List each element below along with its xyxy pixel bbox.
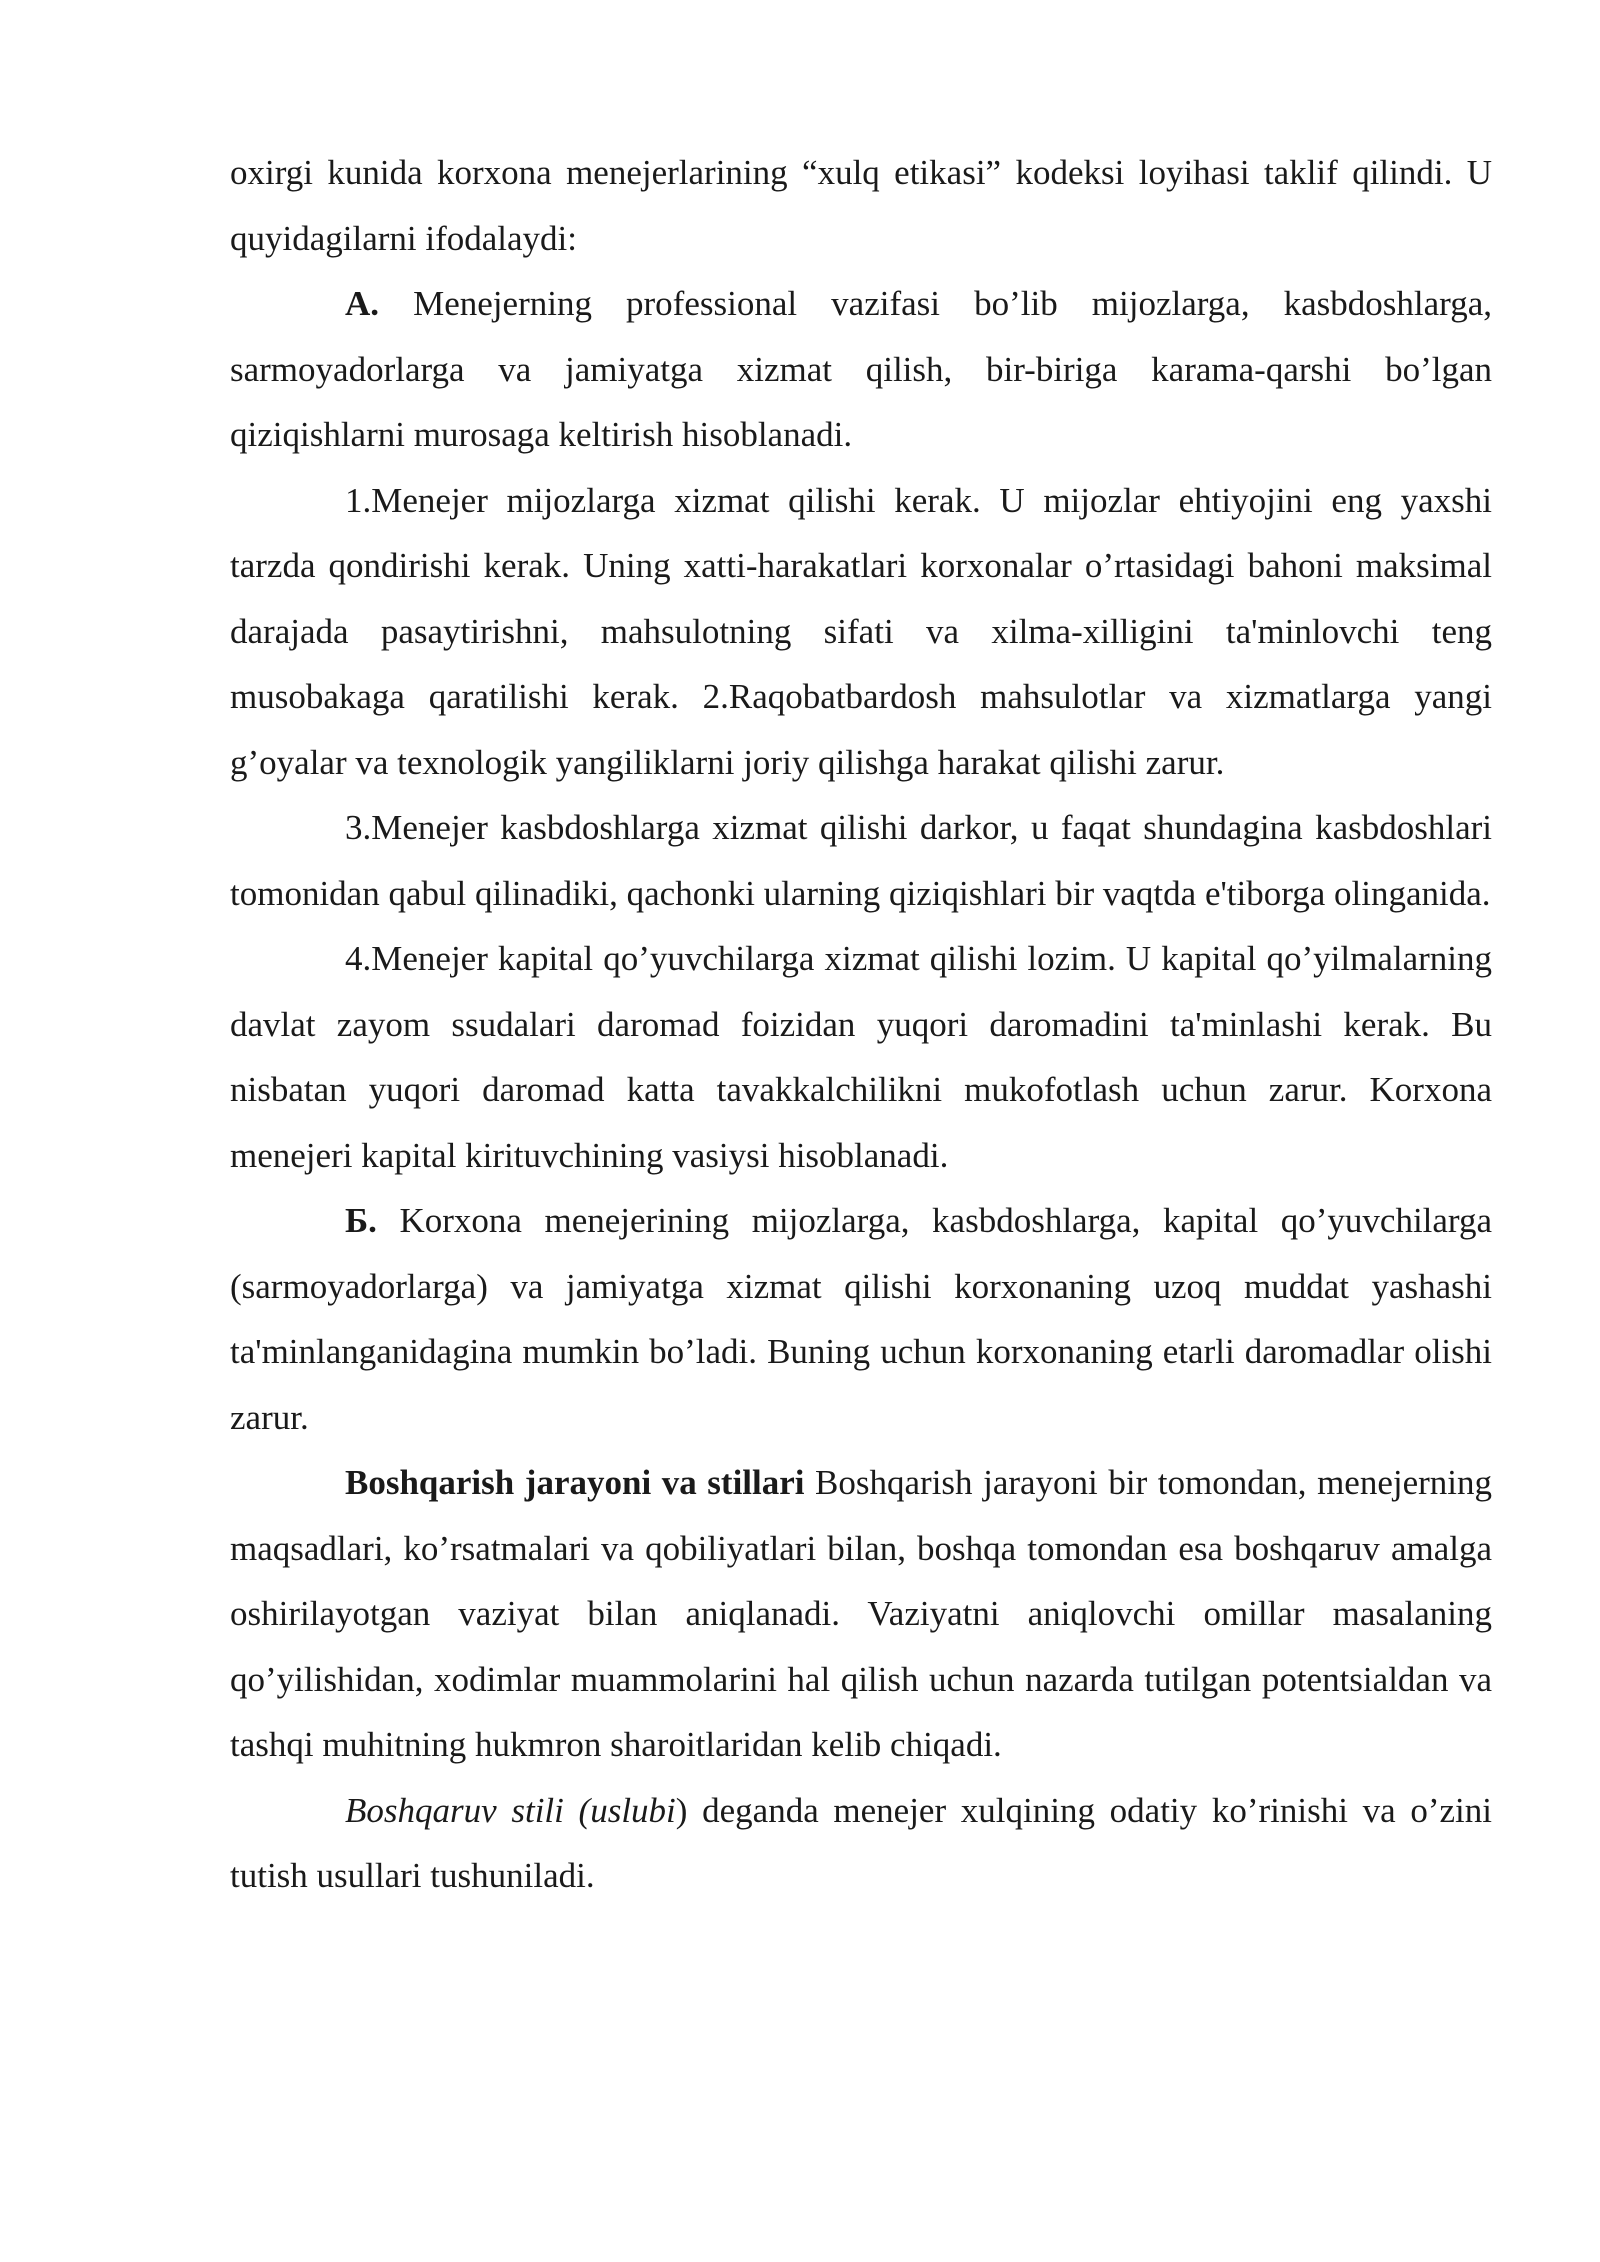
document-page — [230, 140, 1492, 1909]
paragraph-management-process — [230, 1450, 1492, 1778]
paragraph-section-b — [230, 1188, 1492, 1450]
paragraph-section-a — [230, 271, 1492, 468]
section-marker: A. — [345, 284, 380, 323]
paragraph-text: Korxona menejerining mijozlarga, kasbdoshlarga, kapital qo’yuvchilarga (sarmoyadorlarga) va jamiyatga xizmat qilishi korxonaning uzoq muddat yashashi ta'minlanganidagina mumkin bo’ladi. Buning uchun korxonaning etarli daromadlar olishi zarur. — [230, 1201, 1492, 1437]
section-heading: Boshqarish jarayoni va stillari — [345, 1463, 805, 1502]
term-emphasis: Boshqaruv stili (uslubi — [345, 1790, 676, 1830]
paragraph-point-4 — [230, 926, 1492, 1188]
paragraph-text: Boshqarish jarayoni bir tomondan, menejerning maqsadlari, ko’rsatmalari va qobiliyatlari bilan, boshqa tomondan esa boshqaruv amalga oshirilayotgan vaziyat bilan aniqlanadi. Vaziyatni aniqlovchi omillar masalaning qo’yilishidan, xodimlar muammolarini hal qilish uchun nazarda tutilgan potentsialdan va tashqi muhitning hukmron sharoitlaridan kelib chiqadi. — [230, 1463, 1492, 1764]
paragraph-intro — [230, 140, 1492, 271]
paragraph-text: 1.Menejer mijozlarga xizmat qilishi kerak. U mijozlar ehtiyojini eng yaxshi tarzda qondirishi kerak. Uning xatti-harakatlari korxonalar o’rtasidagi bahoni maksimal darajada pasaytirishni, mahsulotning sifati va xilma-xilligini ta'minlovchi teng musobakaga qaratilishi kerak. 2.Raqobatbardosh mahsulotlar va xizmatlarga yangi g’oyalar va texnologik yangiliklarni joriy qilishga harakat qilishi zarur. — [230, 480, 1492, 782]
paragraph-management-style — [230, 1778, 1492, 1909]
section-marker: Б. — [345, 1201, 377, 1240]
paragraph-point-1-2 — [230, 468, 1492, 796]
paragraph-point-3 — [230, 795, 1492, 926]
paragraph-text: oxirgi kunida korxona menejerlarining “xulq etikasi” kodeksi loyihasi taklif qilindi. U quyidagilarni ifodalaydi: — [230, 153, 1492, 258]
paragraph-text: 3.Menejer kasbdoshlarga xizmat qilishi darkor, u faqat shundagina kasbdoshlari tomonidan qabul qilinadiki, qachonki ularning qiziqishlari bir vaqtda e'tiborga olinganida. — [230, 808, 1492, 913]
paragraph-text: 4.Menejer kapital qo’yuvchilarga xizmat qilishi lozim. U kapital qo’yilmalarning davlat zayom ssudalari daromad foizidan yuqori daromadini ta'minlashi kerak. Bu nisbatan yuqori daromad katta tavakkalchilikni mukofotlash uchun zarur. Korxona menejeri kapital kirituvchining vasiysi hisoblanadi. — [230, 939, 1492, 1175]
paragraph-text: ) deganda menejer xulqining odatiy ko’rinishi va o’zini tutish usullari tushuniladi. — [230, 1790, 1492, 1895]
paragraph-text: Menejerning professional vazifasi bo’lib mijozlarga, kasbdoshlarga, sarmoyadorlarga va jamiyatga xizmat qilish, bir-biriga karama-qarshi bo’lgan qiziqishlarni murosaga keltirish hisoblanadi. — [230, 284, 1492, 454]
